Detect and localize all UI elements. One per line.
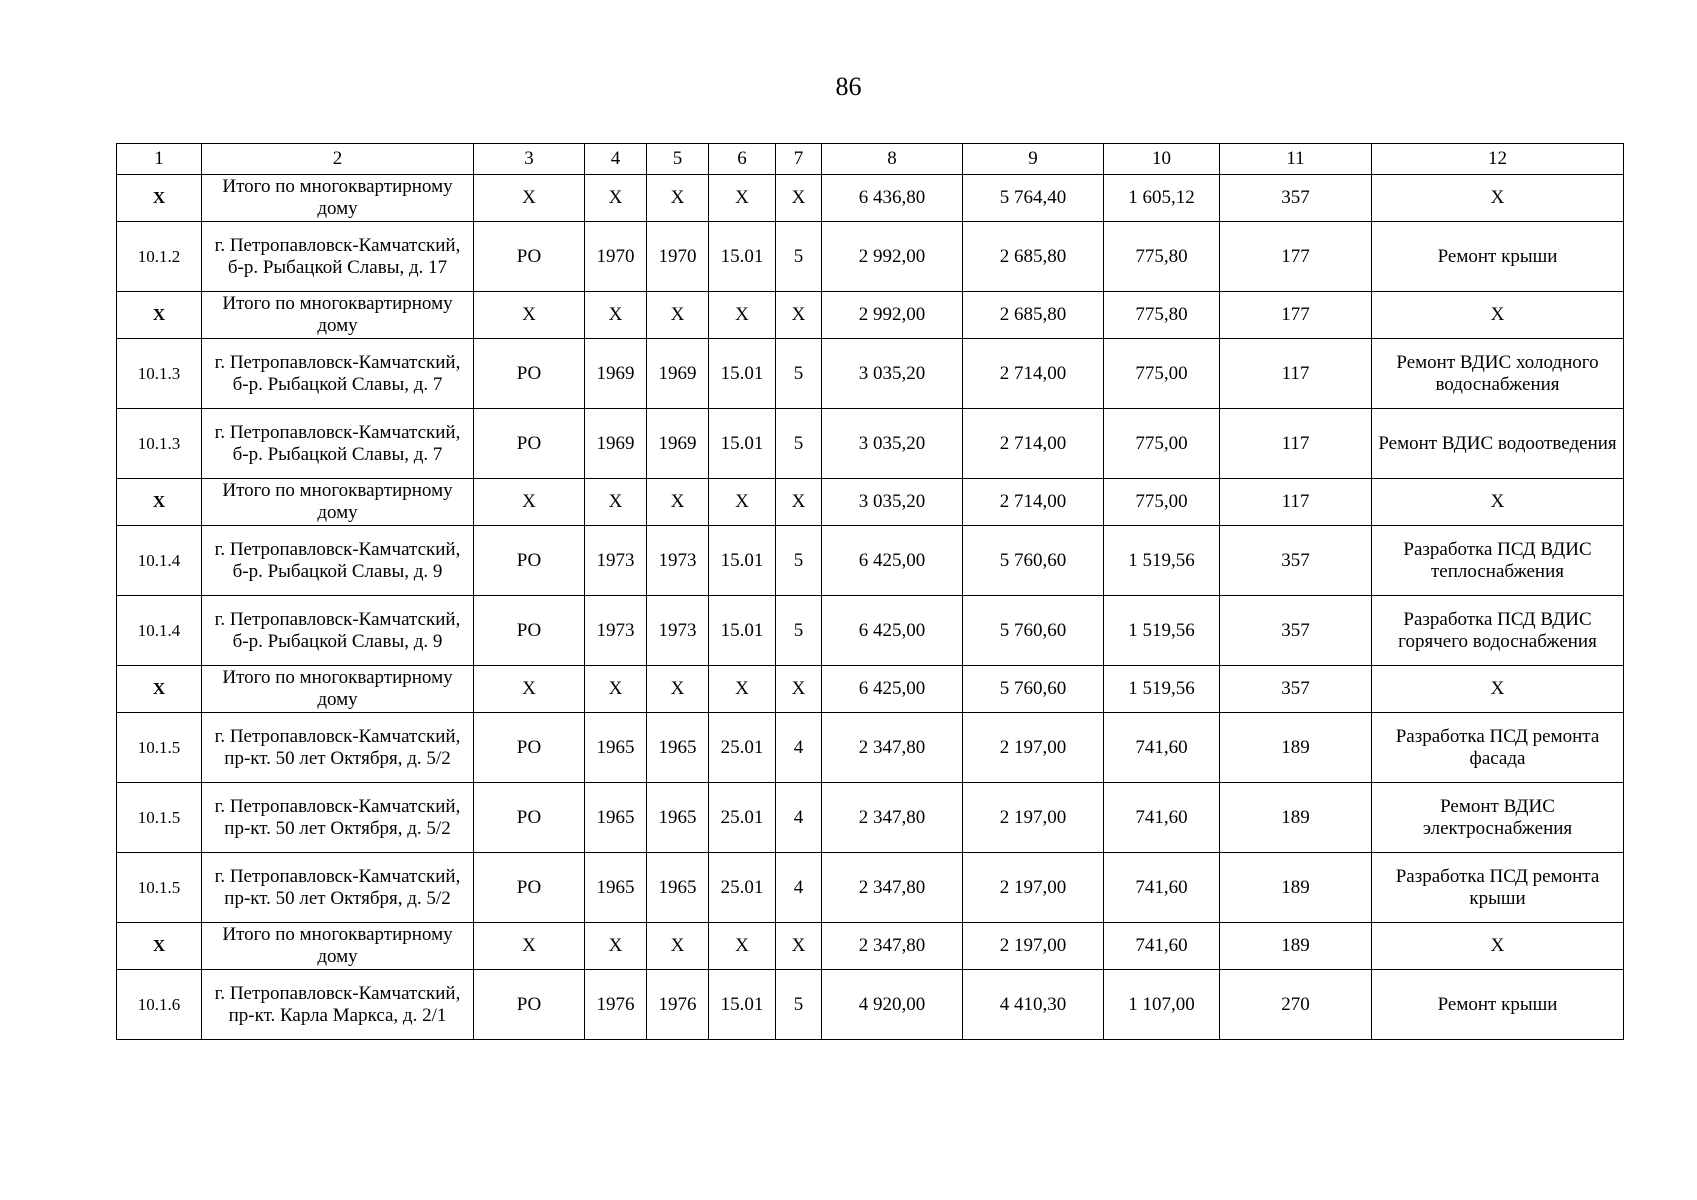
nonresidential-area-cell: 775,00	[1104, 479, 1220, 526]
row-number-cell: 10.1.3	[117, 409, 202, 479]
year-built-cell: 1970	[585, 222, 647, 292]
address-cell: г. Петропавловск-Камчатский, б-р. Рыбацкой Славы, д. 7	[202, 339, 474, 409]
floors-cell: Х	[776, 175, 822, 222]
year-commissioned-cell: 1976	[647, 970, 709, 1040]
management-cell: РО	[474, 783, 585, 853]
nonresidential-area-cell: 741,60	[1104, 713, 1220, 783]
residents-cell: 357	[1220, 596, 1372, 666]
work-type-cell: Ремонт ВДИС электроснабжения	[1372, 783, 1624, 853]
column-header-1: 1	[117, 144, 202, 175]
total-area-cell: 6 425,00	[822, 596, 963, 666]
table-row	[117, 783, 1624, 853]
floors-cell: Х	[776, 292, 822, 339]
row-number-cell: Х	[117, 666, 202, 713]
wall-material-cell: 25.01	[709, 853, 776, 923]
management-cell: Х	[474, 479, 585, 526]
living-area-cell: 2 714,00	[963, 479, 1104, 526]
year-built-cell: 1965	[585, 853, 647, 923]
year-commissioned-cell: Х	[647, 666, 709, 713]
year-built-cell: 1969	[585, 409, 647, 479]
year-commissioned-cell: Х	[647, 292, 709, 339]
living-area-cell: 2 197,00	[963, 783, 1104, 853]
nonresidential-area-cell: 775,80	[1104, 292, 1220, 339]
nonresidential-area-cell: 1 519,56	[1104, 596, 1220, 666]
table-row	[117, 222, 1624, 292]
table-row	[117, 596, 1624, 666]
table-row	[117, 339, 1624, 409]
living-area-cell: 5 760,60	[963, 596, 1104, 666]
work-type-cell: Разработка ПСД ВДИС горячего водоснабжения	[1372, 596, 1624, 666]
residents-cell: 189	[1220, 853, 1372, 923]
nonresidential-area-cell: 775,80	[1104, 222, 1220, 292]
address-cell: г. Петропавловск-Камчатский, пр-кт. 50 лет Октября, д. 5/2	[202, 783, 474, 853]
residents-cell: 189	[1220, 923, 1372, 970]
floors-cell: 5	[776, 596, 822, 666]
year-commissioned-cell: 1965	[647, 783, 709, 853]
floors-cell: 5	[776, 526, 822, 596]
work-type-cell: Х	[1372, 923, 1624, 970]
column-header-10: 10	[1104, 144, 1220, 175]
building-total-row	[117, 923, 1624, 970]
year-commissioned-cell: 1973	[647, 526, 709, 596]
row-number-cell: 10.1.6	[117, 970, 202, 1040]
living-area-cell: 5 764,40	[963, 175, 1104, 222]
nonresidential-area-cell: 775,00	[1104, 339, 1220, 409]
year-built-cell: 1973	[585, 596, 647, 666]
management-cell: Х	[474, 292, 585, 339]
work-type-cell: Разработка ПСД ремонта фасада	[1372, 713, 1624, 783]
nonresidential-area-cell: 1 605,12	[1104, 175, 1220, 222]
column-header-4: 4	[585, 144, 647, 175]
nonresidential-area-cell: 741,60	[1104, 923, 1220, 970]
address-cell: г. Петропавловск-Камчатский, пр-кт. 50 лет Октября, д. 5/2	[202, 853, 474, 923]
address-cell: Итого по многоквартирному дому	[202, 175, 474, 222]
address-cell: Итого по многоквартирному дому	[202, 923, 474, 970]
floors-cell: Х	[776, 666, 822, 713]
floors-cell: 5	[776, 222, 822, 292]
living-area-cell: 2 197,00	[963, 923, 1104, 970]
nonresidential-area-cell: 1 107,00	[1104, 970, 1220, 1040]
work-type-cell: Х	[1372, 479, 1624, 526]
management-cell: РО	[474, 409, 585, 479]
address-cell: г. Петропавловск-Камчатский, б-р. Рыбацкой Славы, д. 9	[202, 526, 474, 596]
address-cell: г. Петропавловск-Камчатский, б-р. Рыбацкой Славы, д. 17	[202, 222, 474, 292]
wall-material-cell: Х	[709, 666, 776, 713]
floors-cell: Х	[776, 923, 822, 970]
floors-cell: 5	[776, 970, 822, 1040]
year-built-cell: 1965	[585, 783, 647, 853]
residents-cell: 189	[1220, 783, 1372, 853]
management-cell: РО	[474, 222, 585, 292]
column-header-3: 3	[474, 144, 585, 175]
building-total-row	[117, 292, 1624, 339]
management-cell: РО	[474, 853, 585, 923]
building-total-row	[117, 175, 1624, 222]
residents-cell: 357	[1220, 175, 1372, 222]
wall-material-cell: 15.01	[709, 339, 776, 409]
year-built-cell: Х	[585, 666, 647, 713]
residents-cell: 189	[1220, 713, 1372, 783]
management-cell: Х	[474, 666, 585, 713]
year-commissioned-cell: 1965	[647, 713, 709, 783]
work-type-cell: Ремонт ВДИС водоотведения	[1372, 409, 1624, 479]
living-area-cell: 2 714,00	[963, 409, 1104, 479]
column-header-11: 11	[1220, 144, 1372, 175]
year-commissioned-cell: 1969	[647, 409, 709, 479]
year-commissioned-cell: Х	[647, 479, 709, 526]
nonresidential-area-cell: 741,60	[1104, 853, 1220, 923]
year-built-cell: 1973	[585, 526, 647, 596]
living-area-cell: 2 685,80	[963, 222, 1104, 292]
nonresidential-area-cell: 741,60	[1104, 783, 1220, 853]
total-area-cell: 2 992,00	[822, 292, 963, 339]
year-built-cell: Х	[585, 292, 647, 339]
table-row	[117, 409, 1624, 479]
total-area-cell: 2 347,80	[822, 713, 963, 783]
page-number: 86	[835, 72, 862, 101]
row-number-cell: 10.1.5	[117, 783, 202, 853]
total-area-cell: 2 992,00	[822, 222, 963, 292]
residents-cell: 117	[1220, 339, 1372, 409]
total-area-cell: 6 436,80	[822, 175, 963, 222]
building-total-row	[117, 666, 1624, 713]
living-area-cell: 5 760,60	[963, 526, 1104, 596]
floors-cell: 5	[776, 339, 822, 409]
total-area-cell: 2 347,80	[822, 853, 963, 923]
year-built-cell: 1969	[585, 339, 647, 409]
residents-cell: 177	[1220, 292, 1372, 339]
header-row	[117, 144, 1624, 175]
year-built-cell: Х	[585, 923, 647, 970]
year-built-cell: Х	[585, 175, 647, 222]
management-cell: РО	[474, 526, 585, 596]
total-area-cell: 6 425,00	[822, 526, 963, 596]
wall-material-cell: Х	[709, 292, 776, 339]
total-area-cell: 3 035,20	[822, 479, 963, 526]
year-commissioned-cell: Х	[647, 175, 709, 222]
wall-material-cell: Х	[709, 175, 776, 222]
nonresidential-area-cell: 775,00	[1104, 409, 1220, 479]
work-type-cell: Х	[1372, 292, 1624, 339]
work-type-cell: Разработка ПСД ВДИС теплоснабжения	[1372, 526, 1624, 596]
year-commissioned-cell: 1970	[647, 222, 709, 292]
management-cell: РО	[474, 970, 585, 1040]
row-number-cell: 10.1.4	[117, 526, 202, 596]
column-header-6: 6	[709, 144, 776, 175]
floors-cell: 4	[776, 713, 822, 783]
column-header-8: 8	[822, 144, 963, 175]
wall-material-cell: 15.01	[709, 222, 776, 292]
column-header-9: 9	[963, 144, 1104, 175]
residents-cell: 177	[1220, 222, 1372, 292]
total-area-cell: 3 035,20	[822, 409, 963, 479]
residents-cell: 117	[1220, 409, 1372, 479]
work-type-cell: Разработка ПСД ремонта крыши	[1372, 853, 1624, 923]
row-number-cell: Х	[117, 175, 202, 222]
year-built-cell: Х	[585, 479, 647, 526]
total-area-cell: 2 347,80	[822, 923, 963, 970]
work-type-cell: Х	[1372, 666, 1624, 713]
address-cell: г. Петропавловск-Камчатский, б-р. Рыбацкой Славы, д. 9	[202, 596, 474, 666]
repair-program-table	[116, 143, 1624, 1040]
total-area-cell: 4 920,00	[822, 970, 963, 1040]
floors-cell: Х	[776, 479, 822, 526]
wall-material-cell: 15.01	[709, 409, 776, 479]
wall-material-cell: 15.01	[709, 970, 776, 1040]
row-number-cell: 10.1.5	[117, 853, 202, 923]
table-row	[117, 970, 1624, 1040]
living-area-cell: 2 685,80	[963, 292, 1104, 339]
work-type-cell: Ремонт крыши	[1372, 970, 1624, 1040]
table-row	[117, 853, 1624, 923]
nonresidential-area-cell: 1 519,56	[1104, 666, 1220, 713]
wall-material-cell: 15.01	[709, 526, 776, 596]
row-number-cell: 10.1.5	[117, 713, 202, 783]
floors-cell: 4	[776, 783, 822, 853]
row-number-cell: 10.1.3	[117, 339, 202, 409]
address-cell: г. Петропавловск-Камчатский, б-р. Рыбацкой Славы, д. 7	[202, 409, 474, 479]
year-commissioned-cell: Х	[647, 923, 709, 970]
address-cell: г. Петропавловск-Камчатский, пр-кт. 50 лет Октября, д. 5/2	[202, 713, 474, 783]
management-cell: РО	[474, 339, 585, 409]
wall-material-cell: 25.01	[709, 713, 776, 783]
residents-cell: 357	[1220, 526, 1372, 596]
living-area-cell: 4 410,30	[963, 970, 1104, 1040]
management-cell: РО	[474, 713, 585, 783]
year-commissioned-cell: 1973	[647, 596, 709, 666]
wall-material-cell: 15.01	[709, 596, 776, 666]
address-cell: Итого по многоквартирному дому	[202, 479, 474, 526]
column-header-5: 5	[647, 144, 709, 175]
row-number-cell: 10.1.2	[117, 222, 202, 292]
work-type-cell: Ремонт крыши	[1372, 222, 1624, 292]
work-type-cell: Ремонт ВДИС холодного водоснабжения	[1372, 339, 1624, 409]
column-header-7: 7	[776, 144, 822, 175]
row-number-cell: Х	[117, 479, 202, 526]
row-number-cell: Х	[117, 923, 202, 970]
table-body	[117, 175, 1624, 1040]
residents-cell: 270	[1220, 970, 1372, 1040]
total-area-cell: 6 425,00	[822, 666, 963, 713]
year-commissioned-cell: 1965	[647, 853, 709, 923]
wall-material-cell: Х	[709, 479, 776, 526]
nonresidential-area-cell: 1 519,56	[1104, 526, 1220, 596]
table-row	[117, 713, 1624, 783]
table-row	[117, 526, 1624, 596]
management-cell: РО	[474, 596, 585, 666]
living-area-cell: 2 714,00	[963, 339, 1104, 409]
row-number-cell: 10.1.4	[117, 596, 202, 666]
floors-cell: 5	[776, 409, 822, 479]
row-number-cell: Х	[117, 292, 202, 339]
management-cell: Х	[474, 175, 585, 222]
column-header-12: 12	[1372, 144, 1624, 175]
residents-cell: 357	[1220, 666, 1372, 713]
work-type-cell: Х	[1372, 175, 1624, 222]
wall-material-cell: Х	[709, 923, 776, 970]
floors-cell: 4	[776, 853, 822, 923]
address-cell: Итого по многоквартирному дому	[202, 292, 474, 339]
total-area-cell: 3 035,20	[822, 339, 963, 409]
year-commissioned-cell: 1969	[647, 339, 709, 409]
column-header-2: 2	[202, 144, 474, 175]
year-built-cell: 1976	[585, 970, 647, 1040]
living-area-cell: 2 197,00	[963, 713, 1104, 783]
year-built-cell: 1965	[585, 713, 647, 783]
address-cell: г. Петропавловск-Камчатский, пр-кт. Карла Маркса, д. 2/1	[202, 970, 474, 1040]
management-cell: Х	[474, 923, 585, 970]
living-area-cell: 2 197,00	[963, 853, 1104, 923]
address-cell: Итого по многоквартирному дому	[202, 666, 474, 713]
wall-material-cell: 25.01	[709, 783, 776, 853]
residents-cell: 117	[1220, 479, 1372, 526]
living-area-cell: 5 760,60	[963, 666, 1104, 713]
building-total-row	[117, 479, 1624, 526]
total-area-cell: 2 347,80	[822, 783, 963, 853]
